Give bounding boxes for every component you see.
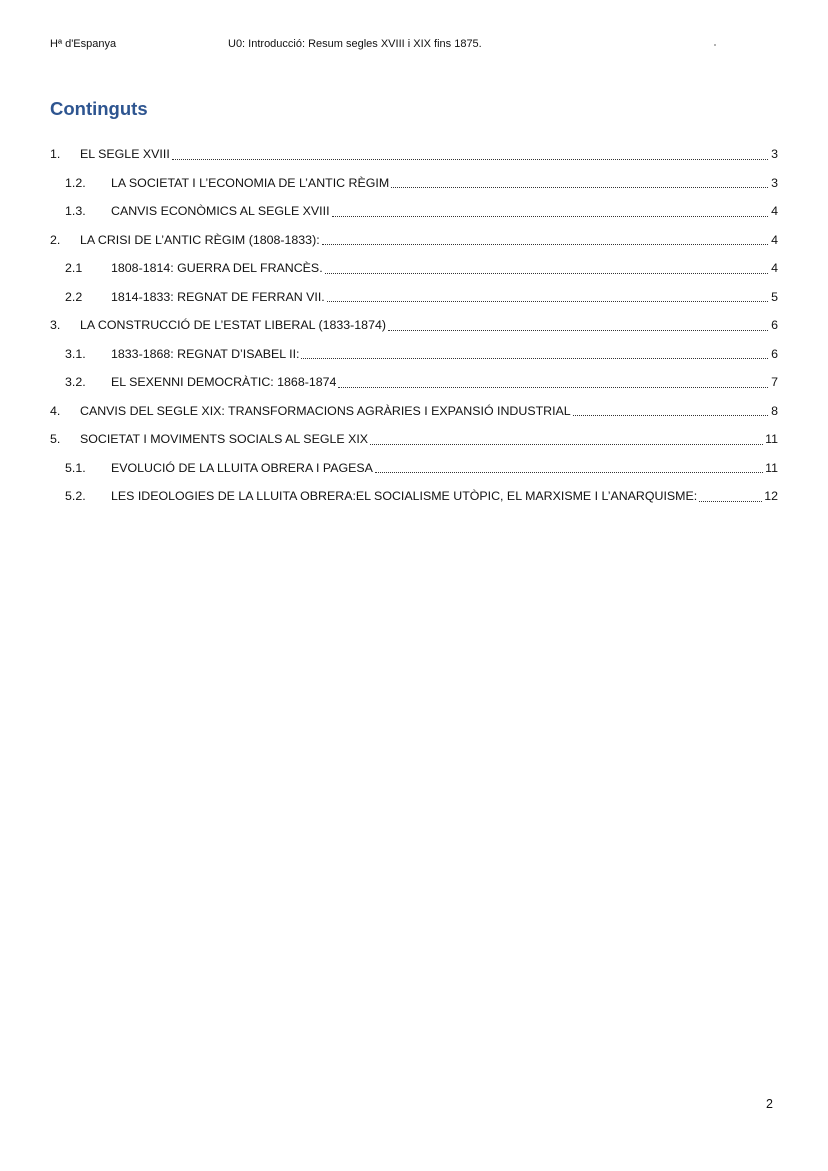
toc-entry-number: 5.2.	[65, 489, 86, 504]
toc-entry-number: 4.	[50, 403, 61, 418]
toc-entry[interactable]	[50, 340, 778, 369]
header-subject: Hª d'Espanya	[50, 38, 117, 50]
toc-entry[interactable]	[50, 397, 778, 426]
toc-dot-leader	[391, 187, 768, 188]
toc-dot-leader	[375, 472, 763, 473]
toc-entry[interactable]	[50, 368, 778, 397]
toc-entry[interactable]	[50, 454, 778, 483]
toc-entry-number: 1.2.	[65, 175, 86, 190]
toc-entry-title: LES IDEOLOGIES DE LA LLUITA OBRERA:EL SOCIALISME UTÒPIC, EL MARXISME I L’ANARQUISME:	[111, 489, 698, 504]
toc-entry-title: EL SEGLE XVIII	[80, 147, 170, 162]
toc-entry-page: 6	[771, 346, 778, 361]
toc-entry-page: 7	[771, 375, 778, 390]
toc-entry-number: 3.2.	[65, 375, 86, 390]
toc-dot-leader	[370, 444, 763, 445]
toc-entry[interactable]	[50, 254, 778, 283]
toc-dot-leader	[325, 273, 768, 274]
header-dot	[714, 44, 716, 46]
header-title: U0: Introducció: Resum segles XVIII i XIX fins 1875.	[228, 38, 482, 50]
toc-entry-page: 6	[771, 318, 778, 333]
toc-dot-leader	[322, 244, 768, 245]
toc-entry[interactable]	[50, 197, 778, 226]
toc-dot-leader	[388, 330, 768, 331]
toc-entry-number: 1.3.	[65, 204, 86, 219]
toc-entry-page: 8	[771, 403, 778, 418]
toc-entry[interactable]	[50, 283, 778, 312]
table-of-contents	[50, 140, 778, 511]
toc-dot-leader	[172, 159, 768, 160]
toc-dot-leader	[301, 358, 768, 359]
toc-entry[interactable]	[50, 169, 778, 198]
toc-dot-leader	[573, 415, 768, 416]
toc-entry-title: LA CRISI DE L’ANTIC RÈGIM (1808-1833):	[80, 232, 320, 247]
toc-entry-page: 5	[771, 289, 778, 304]
toc-entry[interactable]	[50, 311, 778, 340]
toc-entry-title: 1833-1868: REGNAT D’ISABEL II:	[111, 346, 300, 361]
toc-entry-number: 5.1.	[65, 460, 86, 475]
toc-entry[interactable]	[50, 226, 778, 255]
toc-title: Continguts	[50, 98, 148, 119]
toc-entry-number: 1.	[50, 147, 61, 162]
toc-entry-title: LA SOCIETAT I L’ECONOMIA DE L’ANTIC RÈGIM	[111, 175, 390, 190]
toc-entry-number: 3.	[50, 318, 61, 333]
toc-entry-page: 12	[764, 489, 778, 504]
toc-entry-page: 11	[765, 432, 778, 447]
toc-entry-title: 1814-1833: REGNAT DE FERRAN VII.	[111, 289, 325, 304]
toc-entry-title: SOCIETAT I MOVIMENTS SOCIALS AL SEGLE XIX	[80, 432, 369, 447]
toc-dot-leader	[699, 501, 762, 502]
toc-entry-title: LA CONSTRUCCIÓ DE L’ESTAT LIBERAL (1833-1874)	[80, 318, 386, 333]
toc-entry[interactable]	[50, 425, 778, 454]
page-number: 2	[766, 1097, 773, 1111]
toc-entry-title: EVOLUCIÓ DE LA LLUITA OBRERA I PAGESA	[111, 460, 373, 475]
toc-dot-leader	[338, 387, 768, 388]
toc-dot-leader	[332, 216, 768, 217]
toc-entry[interactable]	[50, 482, 778, 511]
toc-entry-page: 4	[771, 204, 778, 219]
toc-entry-number: 2.	[50, 232, 61, 247]
toc-entry-number: 2.1	[65, 261, 83, 276]
toc-entry-title: CANVIS ECONÒMICS AL SEGLE XVIII	[111, 204, 330, 219]
toc-entry-number: 3.1.	[65, 346, 86, 361]
toc-entry-title: EL SEXENNI DEMOCRÀTIC: 1868-1874	[111, 375, 337, 390]
toc-entry-title: CANVIS DEL SEGLE XIX: TRANSFORMACIONS AGRÀRIES I EXPANSIÓ INDUSTRIAL	[80, 403, 571, 418]
toc-dot-leader	[327, 301, 768, 302]
page-header	[0, 38, 828, 54]
toc-entry-page: 3	[771, 147, 778, 162]
toc-entry-page: 4	[771, 232, 778, 247]
toc-entry[interactable]	[50, 140, 778, 169]
toc-entry-number: 2.2	[65, 289, 83, 304]
toc-entry-page: 11	[765, 460, 778, 475]
toc-entry-page: 4	[771, 261, 778, 276]
toc-entry-title: 1808-1814: GUERRA DEL FRANCÈS.	[111, 261, 323, 276]
toc-entry-page: 3	[771, 175, 778, 190]
toc-entry-number: 5.	[50, 432, 61, 447]
